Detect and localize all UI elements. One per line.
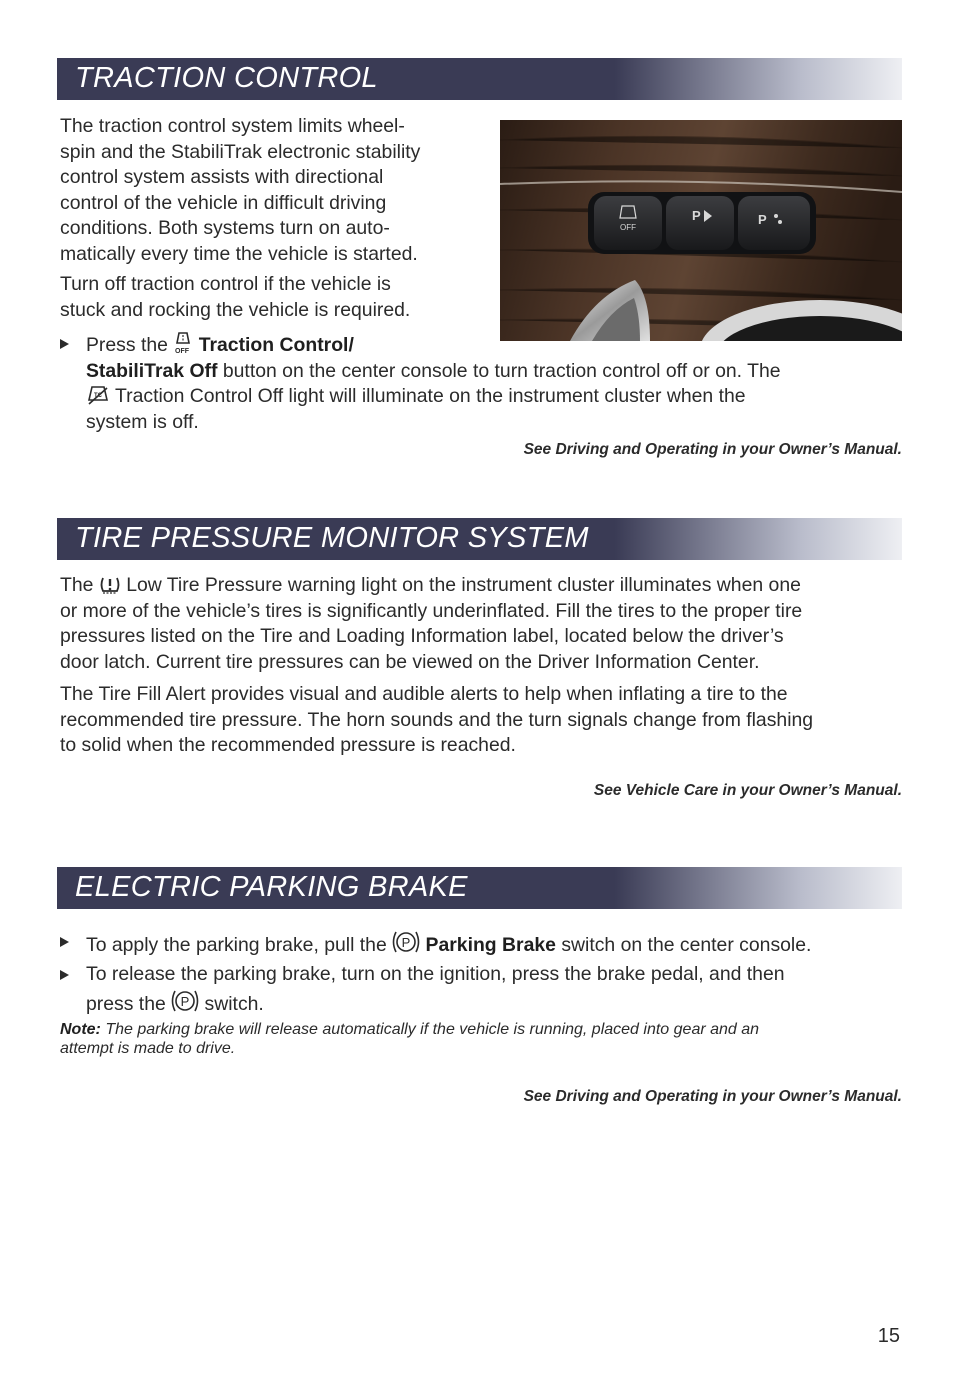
text-line: Turn off traction control if the vehicle is [60, 273, 391, 295]
tpms-paragraph-2 [60, 682, 905, 759]
text: Traction Control Off light will illuminate on the instrument cluster when the [115, 385, 746, 407]
bold-label: Parking Brake [425, 934, 556, 956]
bullet-arrow-icon [60, 339, 69, 349]
svg-text:TC: TC [94, 393, 102, 399]
bold-label: Traction Control/ [198, 334, 354, 356]
text-line: stuck and rocking the vehicle is required. [60, 298, 411, 321]
section-title: TIRE PRESSURE MONITOR SYSTEM [75, 522, 589, 554]
text-line: To release the parking brake, turn on the ignition, press the brake pedal, and then [86, 963, 785, 985]
section-title: ELECTRIC PARKING BRAKE [75, 871, 468, 903]
text: system is off. [86, 410, 199, 433]
svg-text:OFF: OFF [175, 348, 190, 355]
text-line: or more of the vehicle’s tires is significantly underinflated. Fill the tires to the proper tire [60, 599, 803, 622]
note-text: The parking brake will release automatically if the vehicle is running, placed into gear and an [105, 1021, 760, 1038]
owners-manual-reference: See Vehicle Care in your Owner’s Manual. [593, 782, 902, 799]
text-line: control of the vehicle in difficult driving [60, 191, 387, 214]
text: button on the center console to turn traction control off or on. The [222, 359, 781, 382]
text-line: pressures listed on the Tire and Loading Information label, located below the driver’s [60, 625, 784, 647]
parking-brake-icon [171, 988, 199, 1014]
text-line: The Tire Fill Alert provides visual and audible alerts to help when inflating a tire to the [60, 683, 788, 705]
low-tire-pressure-icon [99, 575, 121, 595]
center-console-photo [500, 120, 902, 341]
photo-button-label: OFF [620, 223, 636, 232]
text: To apply the parking brake, pull the [86, 934, 387, 956]
text: switch. [204, 992, 264, 1015]
photo-button-label: P [758, 212, 767, 227]
bullet-arrow-icon [60, 937, 69, 947]
text: press the [86, 992, 166, 1015]
note-label: Note: [60, 1021, 101, 1038]
text-line: door latch. Current tire pressures can be viewed on the Driver Information Center. [60, 650, 760, 673]
page-number: 15 [877, 1325, 900, 1347]
traction-control-off-icon [173, 331, 193, 355]
text-line: spin and the StabiliTrak electronic stability [60, 140, 421, 163]
traction-control-banner [57, 58, 902, 100]
text: switch on the center console. [561, 934, 812, 956]
photo-button-label: P [692, 208, 701, 223]
text-line: matically every time the vehicle is started. [60, 242, 418, 265]
tpms-paragraph-1 [60, 573, 905, 675]
text: The [60, 574, 94, 596]
traction-off-light-icon [86, 384, 110, 406]
owners-manual-reference: See Driving and Operating in your Owner’s Manual. [523, 1088, 902, 1105]
text-line: The traction control system limits wheel- [60, 115, 405, 137]
text-line: to solid when the recommended pressure is reached. [60, 734, 516, 756]
epb-note [60, 1020, 900, 1058]
section-title: TRACTION CONTROL [75, 62, 378, 94]
bullet-arrow-icon [60, 970, 69, 980]
text-line: conditions. Both systems turn on auto- [60, 217, 390, 239]
icon-glyph: P [180, 993, 190, 1009]
text: Press the [86, 334, 168, 356]
text: Low Tire Pressure warning light on the instrument cluster illuminates when one [126, 574, 801, 596]
bold-label: StabiliTrak Off [86, 359, 218, 382]
text-line: control system assists with directional [60, 166, 384, 188]
epb-banner [57, 867, 902, 909]
parking-brake-icon [392, 929, 420, 955]
traction-paragraph-1 [60, 114, 490, 267]
traction-paragraph-2 [60, 272, 490, 323]
text-line: recommended tire pressure. The horn sounds and the turn signals change from flashing [60, 708, 814, 731]
icon-glyph: P [401, 935, 411, 950]
owners-manual-reference: See Driving and Operating in your Owner’s Manual. [523, 441, 902, 458]
tpms-banner [57, 518, 902, 560]
note-text: attempt is made to drive. [60, 1040, 236, 1057]
console-buttons-illustration [500, 120, 902, 341]
